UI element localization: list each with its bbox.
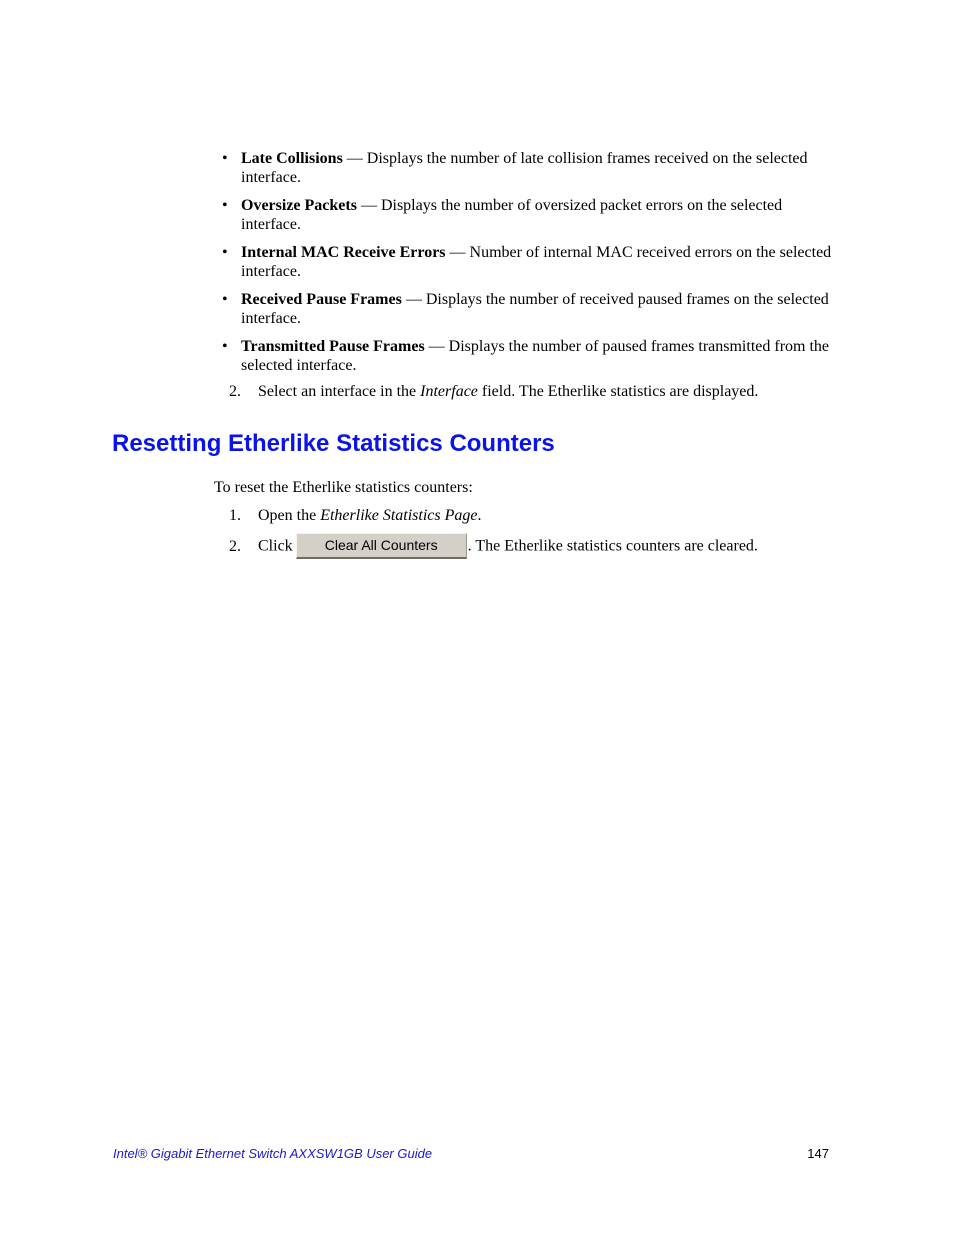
- field-term: Internal MAC Receive Errors: [241, 244, 446, 261]
- clear-all-counters-button[interactable]: Clear All Counters: [296, 533, 467, 559]
- field-description: — Displays the number of paused frames transmitted from the selected interface.: [241, 338, 830, 374]
- field-description-list: [222, 149, 832, 384]
- list-item: [222, 196, 832, 234]
- list-item: [222, 243, 832, 281]
- step-number: 2.: [229, 383, 241, 400]
- field-description: — Displays the number of oversized packet errors on the selected interface.: [241, 197, 783, 233]
- footer-page-number: 147: [807, 1146, 829, 1161]
- field-description: — Displays the number of received paused frames on the selected interface.: [241, 291, 829, 327]
- bullet-icon: •: [222, 244, 228, 261]
- step-click-clear: [229, 534, 758, 560]
- field-term: Oversize Packets: [241, 197, 357, 214]
- step-open-page: [229, 506, 482, 525]
- step-emphasis: Etherlike Statistics Page: [320, 507, 478, 524]
- bullet-icon: •: [222, 150, 228, 167]
- field-description: — Displays the number of late collision frames received on the selected interface.: [241, 150, 808, 186]
- field-term: Transmitted Pause Frames: [241, 338, 425, 355]
- step-text: Click: [258, 537, 293, 555]
- section-intro: To reset the Etherlike statistics counters:: [214, 479, 473, 496]
- step-number: 1.: [229, 507, 241, 524]
- list-item: [222, 337, 832, 375]
- field-term: Received Pause Frames: [241, 291, 402, 308]
- step-number: 2.: [229, 537, 241, 555]
- list-item: [222, 290, 832, 328]
- step-text-end: .: [477, 507, 482, 524]
- step-text-end: . The Etherlike statistics counters are cleared.: [467, 537, 758, 555]
- bullet-icon: •: [222, 338, 228, 355]
- list-item: [222, 149, 832, 187]
- section-heading: Resetting Etherlike Statistics Counters: [112, 430, 555, 457]
- bullet-icon: •: [222, 197, 228, 214]
- footer-document-title: Intel® Gigabit Ethernet Switch AXXSW1GB User Guide: [113, 1146, 433, 1161]
- step-text: Select an interface in the: [258, 383, 421, 400]
- step-emphasis: Interface: [420, 383, 478, 400]
- field-description: — Number of internal MAC received errors on the selected interface.: [241, 244, 832, 280]
- step-text: Open the: [258, 507, 321, 524]
- step-select-interface: [229, 382, 758, 401]
- step-text-end: field. The Etherlike statistics are displayed.: [477, 383, 759, 400]
- field-term: Late Collisions: [241, 150, 343, 167]
- bullet-icon: •: [222, 291, 228, 308]
